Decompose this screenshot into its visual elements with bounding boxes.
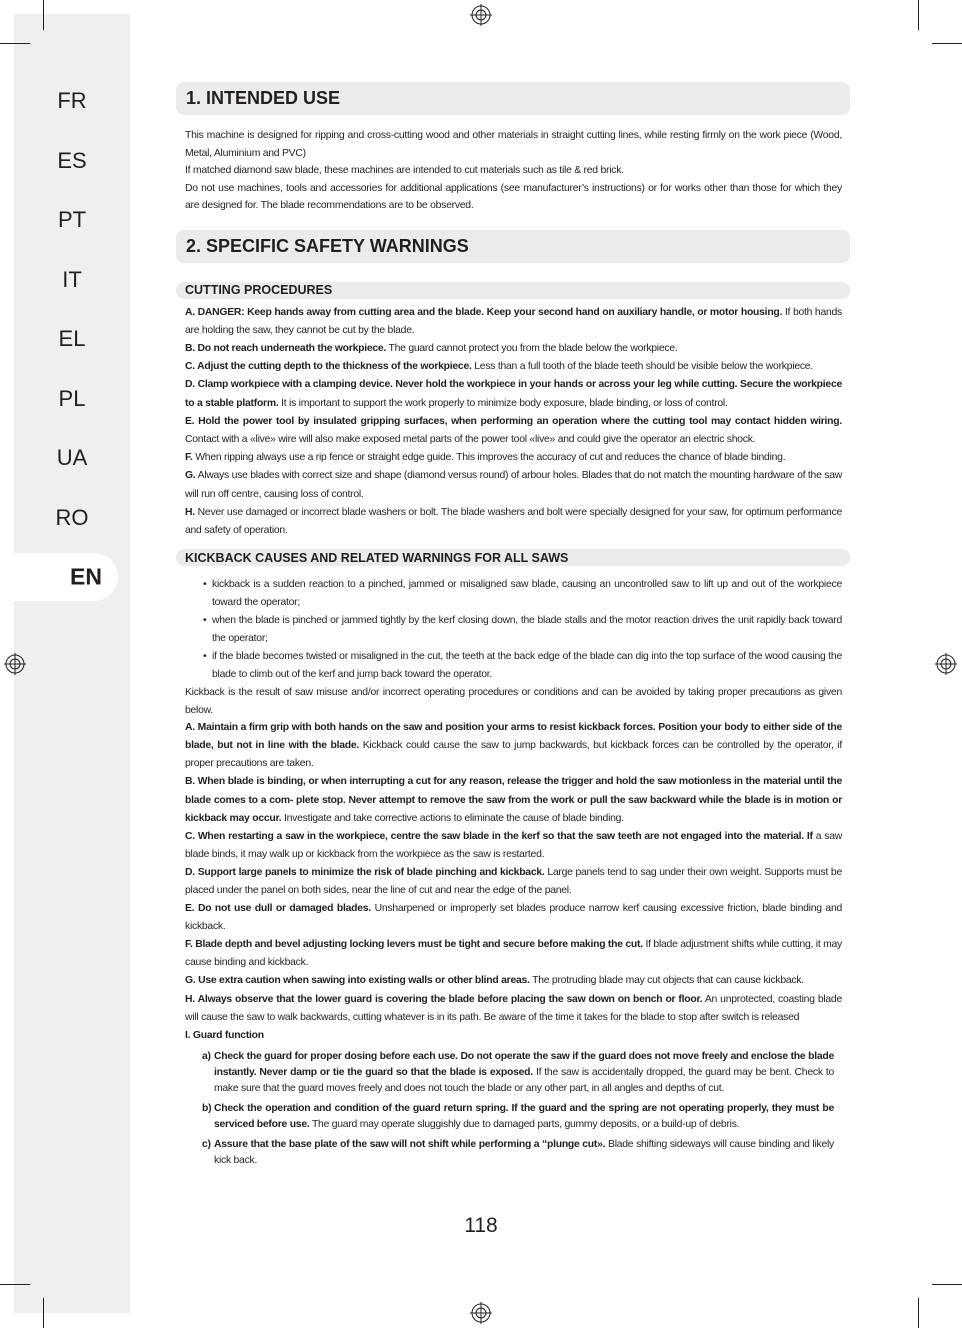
warning-item-heading: H. Always observe that the lower guard is covering the blade before placing the saw down on bench or floor.	[185, 993, 703, 1005]
warning-item	[185, 900, 842, 936]
cutting-procedures-list	[176, 304, 850, 541]
kickback-warnings-list	[176, 719, 850, 1045]
warning-item-text: The guard cannot protect you from the blade below the workpiece.	[386, 342, 678, 354]
intended-use-line: Do not use machines, tools and accessories for additional applications (see manufacturer’s instructions) or for works other than those for which they are designed for. The blade recommendations are to be observed.	[185, 182, 842, 211]
warning-item	[185, 719, 842, 773]
language-tab-ro[interactable]	[14, 495, 160, 541]
warning-item-text: Investigate and take corrective actions to eliminate the cause of blade binding.	[281, 812, 624, 824]
warning-item	[185, 828, 842, 864]
bullet-text: kickback is a sudden reaction to a pinched, jammed or misaligned saw blade, causing an uncontrolled saw to lift up and out of the workpiece toward the operator;	[212, 579, 842, 608]
warning-item-text: Contact with a «live» wire will also make exposed metal parts of the power tool «live» and could give the operator an electric shock.	[185, 433, 756, 445]
warning-item	[185, 304, 842, 340]
language-tab-active[interactable]	[14, 553, 118, 601]
warning-item-text: When ripping always use a rip fence or straight edge guide. This improves the accuracy of cut and reduces the chance of blade binding.	[192, 452, 786, 464]
warning-item-heading: F.	[185, 452, 193, 464]
warning-item-heading: B. When blade is binding, or when interrupting a cut for any reason, release the trigger and hold the saw motionless in the material until the blade comes to a com- plete stop. Never attempt to remove the saw from the work or pull the saw backward while the blade is in motion or kickback may occur.	[185, 776, 842, 824]
guard-item	[185, 1049, 834, 1097]
warning-item-heading: E. Hold the power tool by insulated gripping surfaces, when performing an operation where the cutting tool may contact hidden wiring.	[185, 415, 842, 427]
kickback-intro: Kickback is the result of saw misuse and/or incorrect operating procedures or conditions and can be avoided by taking proper precautions as given below.	[185, 687, 842, 716]
warning-item-text: Never use damaged or incorrect blade washers or bolt. The blade washers and bolt were specially designed for your saw, for optimum performance and safety of operation.	[185, 506, 842, 536]
crop-mark	[932, 1284, 962, 1285]
guard-item	[185, 1101, 834, 1133]
section-heading-intended-use: 1. INTENDED USE	[176, 82, 850, 115]
crop-mark	[918, 0, 919, 30]
language-tab-label: FR	[57, 88, 87, 113]
language-tab-label: ES	[57, 148, 87, 173]
warning-item-heading: F. Blade depth and bevel adjusting locking levers must be tight and secure before making the cut.	[185, 939, 643, 951]
section-heading-safety-warnings: 2. SPECIFIC SAFETY WARNINGS	[176, 230, 850, 263]
guard-item-text: The guard may operate sluggishly due to damaged parts, gummy deposits, or a build-up of debris.	[309, 1118, 740, 1130]
warning-item-heading: G.	[185, 470, 196, 482]
bullet-text: if the blade becomes twisted or misaligned in the cut, the teeth at the back edge of the blade can dig into the top surface of the wood causing the blade to climb out of the kerf and jump back toward the operator.	[212, 651, 842, 680]
registration-mark-icon	[470, 4, 492, 26]
warning-item-text: It is important to support the work properly to minimize body exposure, blade binding, or loss of control.	[278, 397, 728, 409]
warning-item-heading: G. Use extra caution when sawing into existing walls or other blind areas.	[185, 975, 530, 987]
warning-item-heading: I. Guard function	[185, 1029, 264, 1041]
guard-item-label: c)	[202, 1138, 211, 1150]
warning-item	[185, 449, 842, 467]
warning-item-text: If blade adjustment shifts while cutting, it may cause binding and kickback.	[185, 939, 843, 969]
bullet-text: when the blade is pinched or jammed tightly by the kerf closing down, the blade stalls and the motor reaction drives the unit rapidly back toward the operator;	[212, 615, 842, 644]
crop-mark	[43, 1298, 44, 1328]
subheading-cutting-procedures: CUTTING PROCEDURES	[176, 282, 850, 299]
warning-item	[185, 972, 842, 990]
warning-item	[185, 773, 842, 827]
list-item	[185, 648, 842, 683]
warning-item	[185, 376, 842, 412]
intended-use-line: If matched diamond saw blade, these machines are intended to cut materials such as tile & red brick.	[185, 165, 624, 176]
language-tab-label: RO	[55, 505, 89, 530]
warning-item	[185, 504, 842, 540]
warning-item	[185, 413, 842, 449]
language-tab-fr[interactable]	[14, 78, 160, 124]
language-tab-pl[interactable]	[14, 376, 160, 422]
guard-function-list	[176, 1049, 850, 1169]
warning-item	[185, 864, 842, 900]
intended-use-text	[176, 127, 850, 215]
warning-item	[185, 340, 842, 358]
bullet-icon: •	[203, 615, 207, 627]
warning-item-text: If both hands are holding the saw, they cannot be cut by the blade.	[185, 306, 842, 336]
warning-item-heading: E. Do not use dull or damaged blades.	[185, 903, 371, 915]
kickback-bullet-list	[176, 576, 850, 683]
warning-item	[185, 358, 842, 376]
list-item	[185, 612, 842, 647]
guard-item-label: a)	[202, 1050, 211, 1062]
warning-item	[185, 1027, 842, 1045]
guard-item-heading: Check the operation and condition of the guard return spring. If the guard and the spring are not operating properly, they must be serviced before use.	[214, 1102, 834, 1130]
language-tab-it[interactable]	[14, 257, 160, 303]
warning-item-heading: C. Adjust the cutting depth to the thickness of the workpiece.	[185, 361, 472, 373]
page-number: 118	[464, 1214, 498, 1237]
warning-item-heading: B. Do not reach underneath the workpiece.	[185, 342, 387, 354]
list-item	[185, 576, 842, 611]
warning-item-text: Less than a full tooth of the blade teeth should be visible below the workpiece.	[471, 361, 813, 373]
language-tab-label: IT	[62, 267, 82, 292]
crop-mark	[0, 43, 30, 44]
language-tab-pt[interactable]	[14, 197, 160, 243]
warning-item-text: An unprotected, coasting blade will cause the saw to walk backwards, cutting whatever is in its path. Be aware of the time it takes for the blade to stop after switch is released	[185, 993, 842, 1023]
warning-item-text: Unsharpened or improperly set blades produce narrow kerf causing excessive friction, blade binding and kickback.	[185, 903, 843, 933]
language-tab-es[interactable]	[14, 138, 160, 184]
registration-mark-icon	[935, 653, 957, 675]
language-tab-label: PT	[57, 207, 87, 232]
warning-item-heading: D. Clamp workpiece with a clamping device. Never hold the workpiece in your hands or across your leg while cutting. Secure the workpiece to a stable platform.	[185, 379, 842, 409]
crop-mark	[932, 43, 962, 44]
crop-mark	[918, 1298, 919, 1328]
language-tab-label: PL	[58, 386, 86, 411]
bullet-icon: •	[203, 651, 207, 663]
warning-item-heading: A. DANGER: Keep hands away from cutting area and the blade. Keep your second hand on auxiliary handle, or motor housing.	[185, 306, 783, 318]
language-tab-el[interactable]	[14, 316, 160, 362]
registration-mark-icon	[470, 1302, 492, 1324]
subheading-kickback: KICKBACK CAUSES AND RELATED WARNINGS FOR ALL SAWS	[176, 549, 850, 566]
bullet-icon: •	[203, 579, 207, 591]
guard-item-heading: Assure that the base plate of the saw will not shift while performing a “plunge cut».	[214, 1138, 606, 1150]
warning-item-heading: A. Maintain a firm grip with both hands on the saw and position your arms to resist kickback forces. Position your body to either side of the blade, but not in line with the blade.	[185, 722, 842, 752]
warning-item-heading: C. When restarting a saw in the workpiece, centre the saw blade in the kerf so that the saw teeth are not engaged into the material. If	[185, 830, 813, 842]
language-tab-label: EN	[70, 563, 102, 590]
warning-item	[185, 936, 842, 972]
language-tab-label: EL	[58, 326, 86, 351]
guard-item-text: If the saw is accidentally dropped, the guard may be bent. Check to make sure that the guard moves freely and does not touch the blade or any other part, in all angles and depths of cut.	[214, 1066, 834, 1094]
warning-item-text: The protruding blade may cut objects that can cause kickback.	[529, 975, 804, 987]
warning-item-text: a saw blade binds, it may walk up or kickback from the workpiece as the saw is restarted.	[185, 830, 843, 860]
warning-item-heading: D. Support large panels to minimize the risk of blade pinching and kickback.	[185, 866, 545, 878]
language-tab-ua[interactable]	[14, 435, 160, 481]
warning-item-text: Always use blades with correct size and shape (diamond versus round) of arbour holes. Blades that do not match the mounting hardware of the saw will run off centre, causing loss of control.	[185, 470, 842, 500]
warning-item-text: Large panels tend to sag under their own weight. Supports must be placed under the panel on both sides, near the line of cut and near the edge of the panel.	[185, 866, 842, 896]
guard-item-text: Blade shifting sideways will cause binding and likely kick back.	[214, 1138, 834, 1166]
warning-item	[185, 991, 842, 1027]
guard-item-label: b)	[202, 1102, 212, 1114]
page-content	[176, 82, 850, 1173]
guard-item-heading: Check the guard for proper dosing before each use. Do not operate the saw if the guard does not move freely and enclose the blade instantly. Never damp or tie the guard so that the blade is exposed.	[214, 1050, 834, 1078]
crop-mark	[43, 0, 44, 30]
crop-mark	[0, 1284, 30, 1285]
guard-item	[185, 1137, 834, 1169]
intended-use-line: This machine is designed for ripping and cross-cutting wood and other materials in straight cutting lines, while resting firmly on the work piece (Wood, Metal, Aluminium and PVC)	[185, 130, 842, 159]
warning-item	[185, 467, 842, 503]
warning-item-heading: H.	[185, 506, 195, 518]
language-tab-label: UA	[56, 445, 88, 470]
registration-mark-icon	[4, 653, 26, 675]
warning-item-text: Kickback could cause the saw to jump backwards, but kickback forces can be controlled by the operator, if proper precautions are taken.	[185, 740, 843, 770]
